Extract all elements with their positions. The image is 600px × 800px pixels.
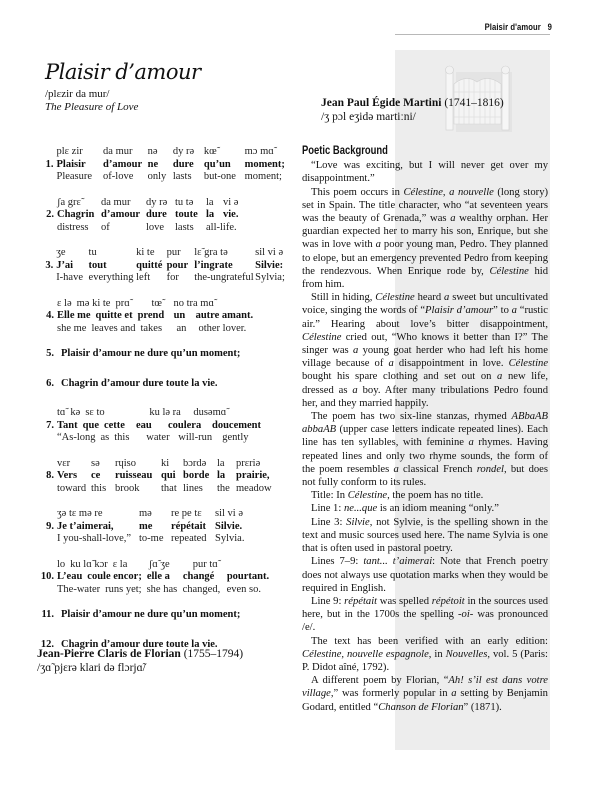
word-gloss: takes bbox=[140, 322, 163, 334]
word-fr: que bbox=[82, 419, 99, 431]
refrain-text: Chagrin d’amour dure toute la vie. bbox=[61, 377, 218, 389]
background-paragraph: The poem has two six-line stanzas, rhymed ABbaAB abbaAB (upper case letters indicate repeated lines). Each line has ten syllables, with feminine a rhymes. Having repeated lines and only two rhyme sounds, the form of the poem resembles a classical French rondel, but does not fully conform to its rules. bbox=[302, 411, 548, 489]
word-ipa: sil vi ə bbox=[255, 247, 284, 258]
word-gloss: gently bbox=[222, 432, 249, 443]
word-ipa: ɛ la bbox=[112, 558, 128, 570]
line-number bbox=[37, 508, 57, 521]
word-fr: Vers bbox=[57, 470, 78, 481]
word-ipa: bɔrdə bbox=[183, 457, 207, 469]
word-gloss: will-run bbox=[178, 432, 213, 443]
word-gloss: but-one bbox=[203, 171, 236, 182]
poem-line-fr bbox=[37, 571, 297, 584]
word-gloss: changed, bbox=[182, 583, 221, 595]
poem-line-fr bbox=[37, 521, 297, 534]
word-gloss: everything bbox=[88, 272, 134, 283]
background-paragraph: Lines 7–9: tant... t’aimerai: Note that French poetry does not always use quotation marks when they would be required in English. bbox=[302, 556, 548, 594]
running-head bbox=[482, 22, 552, 32]
word-fr: coule encor; bbox=[87, 571, 142, 582]
word-ipa: tu tə bbox=[175, 196, 194, 208]
word-gloss: lines bbox=[183, 482, 203, 494]
background-paragraph: Line 1: ne...que is an idiom meaning “only.” bbox=[311, 503, 499, 515]
word-ipa: nə bbox=[147, 146, 158, 157]
line-number bbox=[37, 146, 56, 159]
word-gloss: I-have bbox=[56, 272, 84, 283]
poem-line-fr bbox=[37, 420, 297, 433]
poem-line bbox=[37, 247, 297, 285]
word-gloss: for bbox=[166, 272, 179, 283]
word-gloss: this bbox=[91, 482, 107, 494]
poem-line-gloss bbox=[37, 533, 297, 546]
word-ipa: ki bbox=[161, 457, 170, 469]
line-number: 8. bbox=[46, 470, 54, 481]
poem-line bbox=[37, 508, 297, 546]
background-paragraph: Title: In Célestine, the poem has no title. bbox=[311, 490, 484, 502]
word-gloss: Pleasure bbox=[56, 171, 93, 182]
poem-line bbox=[37, 559, 297, 597]
background-paragraph: A different poem by Florian, “Ah! s’il est dans votre village,” was formerly popular in a setting by Benjamin Godard, entitled “Chanson de Florian” (1871). bbox=[302, 675, 548, 713]
line-number bbox=[37, 483, 57, 496]
word-fr: quitte et bbox=[95, 310, 133, 321]
word-fr: coulera bbox=[167, 419, 202, 431]
word-ipa: prɛriə bbox=[236, 457, 261, 469]
poet-name: Jean-Pierre Claris de Florian bbox=[37, 648, 181, 660]
word-fr: Plaisir bbox=[56, 158, 86, 170]
word-gloss: this bbox=[114, 432, 130, 443]
word-gloss: I you-shall-love,” bbox=[57, 533, 132, 544]
poem-line-ipa bbox=[37, 197, 297, 210]
line-number: 4. bbox=[46, 310, 54, 321]
word-fr: autre amant. bbox=[195, 310, 254, 321]
poetic-background bbox=[302, 145, 548, 714]
word-gloss: love bbox=[146, 221, 165, 233]
word-ipa: dy rə bbox=[172, 146, 195, 157]
poem-line-ipa bbox=[37, 298, 297, 311]
word-gloss: lasts bbox=[172, 171, 192, 182]
word-ipa: ku lɑ̃ kɔr bbox=[70, 558, 108, 570]
word-ipa: la bbox=[217, 457, 225, 469]
poem-line-ipa bbox=[37, 458, 297, 471]
word-gloss: toward bbox=[57, 482, 87, 494]
word-fr: qui bbox=[161, 470, 176, 481]
line-number: 10. bbox=[40, 571, 54, 582]
word-gloss: left bbox=[136, 272, 151, 283]
word-fr: d’amour bbox=[103, 158, 143, 170]
background-paragraph: This poem occurs in Célestine, a nouvelle (long story) set in Spain. The title character, who “at seventeen years was the beauty of Grenada,” was a wealthy orphan. Her guardian expected her to marry his son, Enrique, but she was in love with a poor young man, Pedro. They planned to elope, but an emergency prevented Pedro from keeping the rendezvous. When Enrique rode by, Célestine hid from him. bbox=[302, 186, 549, 291]
word-gloss: Sylvia; bbox=[255, 272, 285, 283]
word-gloss: as bbox=[100, 432, 110, 443]
background-paragraph: Line 3: Silvie, not Sylvie, is the spelling shown in the text and music sources used here. The name Sylvia is one that is often used in pastoral poetry. bbox=[302, 516, 548, 555]
word-fr: changé bbox=[182, 571, 215, 582]
song-title: Plaisir d’amour bbox=[45, 60, 201, 84]
background-paragraph: “Love was exciting, but I will never get over my disappointment.” bbox=[302, 160, 548, 185]
word-gloss: “As-long bbox=[57, 432, 96, 443]
word-ipa: no tra mɑ̃ bbox=[173, 297, 214, 309]
word-ipa: vi ə bbox=[223, 196, 239, 208]
word-fr: ce bbox=[91, 470, 101, 481]
word-fr: ruisseau bbox=[115, 470, 153, 481]
word-gloss: the-ungrateful bbox=[194, 272, 254, 283]
poem-line-fr bbox=[37, 209, 297, 222]
refrain-line bbox=[37, 609, 297, 622]
word-ipa: prɑ̃ bbox=[115, 297, 130, 309]
word-fr: Je t’aimerai, bbox=[57, 520, 114, 532]
word-gloss: all-life. bbox=[206, 221, 237, 233]
poem-line-gloss bbox=[37, 432, 297, 445]
word-ipa: re pe tɛ bbox=[171, 508, 202, 519]
word-gloss: meadow bbox=[236, 482, 272, 494]
word-ipa: ʒə tɛ mə re bbox=[57, 508, 103, 519]
poem-line-ipa bbox=[37, 146, 297, 159]
poem-line bbox=[37, 197, 297, 235]
line-number bbox=[37, 272, 56, 285]
line-number bbox=[37, 559, 57, 572]
word-ipa: da mur bbox=[101, 196, 131, 208]
line-number bbox=[37, 458, 57, 471]
word-gloss: to-me bbox=[139, 533, 164, 544]
word-fr: l’ingrate bbox=[194, 259, 233, 271]
word-ipa: pur bbox=[166, 247, 181, 258]
song-title-ipa: /plɛzir da mur/ bbox=[45, 88, 110, 100]
word-gloss: only bbox=[147, 171, 167, 182]
line-number bbox=[37, 171, 56, 184]
word-fr: Silvie: bbox=[255, 259, 284, 271]
word-ipa: mɔ mɑ̃ bbox=[244, 146, 274, 157]
word-fr: pourtant. bbox=[226, 571, 270, 582]
header-rule bbox=[395, 34, 550, 35]
word-gloss: of bbox=[101, 221, 110, 233]
composer-ipa: /ʒ pɔl eʒidə martiːni/ bbox=[321, 111, 416, 123]
line-number bbox=[37, 407, 57, 420]
poem-line-gloss bbox=[37, 323, 297, 336]
word-fr: borde bbox=[183, 470, 210, 481]
word-ipa: rɥiso bbox=[115, 457, 136, 469]
word-ipa: ʃɑ̃ ʒe bbox=[148, 558, 170, 570]
refrain-text: Plaisir d’amour ne dure qu’un moment; bbox=[61, 348, 241, 359]
word-gloss: lasts bbox=[175, 221, 194, 233]
word-fr: quitté bbox=[136, 259, 163, 271]
line-number bbox=[37, 584, 57, 597]
word-ipa: pur tɑ̃ bbox=[192, 558, 218, 570]
word-fr: cette bbox=[103, 419, 125, 431]
word-ipa: plɛ zir bbox=[56, 146, 83, 157]
word-fr: doucement bbox=[211, 419, 261, 431]
word-gloss: other lover. bbox=[198, 322, 247, 334]
word-fr: un bbox=[173, 310, 186, 321]
word-gloss: repeated bbox=[171, 533, 207, 544]
poem-line bbox=[37, 458, 297, 496]
word-ipa: sə bbox=[91, 457, 100, 469]
word-fr: pour bbox=[166, 259, 189, 271]
word-fr: répétait bbox=[171, 520, 206, 532]
word-gloss: brook bbox=[115, 482, 140, 494]
composer-credit bbox=[321, 97, 504, 109]
background-paragraph: Still in hiding, Célestine heard a sweet but uncultivated voice, singing the words of “Plaisir d’amour” to a “rustic air.” Hearing about love’s bitter disappointment, Célestine cried out, “Who knows it better than I?” The singer was a young goat herder who had left his home village because of a disappointment in love. Célestine bought his spare clothing and set out on a new life, dressed as a boy. After many tribulations Pedro found her, and they married happily. bbox=[302, 292, 549, 409]
line-number: 6. bbox=[46, 377, 54, 389]
word-fr: J’ai bbox=[56, 259, 74, 271]
word-ipa: ʃa grɛ̃ bbox=[57, 196, 81, 208]
word-fr: eau bbox=[135, 419, 152, 431]
word-ipa: vɛr bbox=[57, 457, 71, 469]
poem-line-gloss bbox=[37, 483, 297, 496]
word-fr: dure bbox=[172, 158, 194, 170]
background-paragraph: Line 9: répétait was spelled répétoit in the sources used here, but in the 1700s the spelling -oi- was pronounced /e/. bbox=[302, 595, 549, 634]
word-ipa: tu bbox=[88, 247, 97, 258]
word-ipa: ɛ lə bbox=[57, 297, 72, 309]
running-head-title: Plaisir d'amour bbox=[484, 22, 541, 32]
word-ipa: dy rə bbox=[146, 196, 168, 208]
line-number bbox=[37, 197, 57, 210]
word-fr: prend bbox=[137, 310, 165, 321]
word-fr: vie. bbox=[223, 209, 239, 220]
word-ipa: kə bbox=[70, 407, 81, 418]
word-gloss: she has bbox=[146, 583, 178, 595]
poem-line-gloss bbox=[37, 584, 297, 597]
composer-dates: (1741–1816) bbox=[444, 97, 504, 109]
word-ipa: kœ̃ bbox=[203, 146, 217, 157]
word-gloss: an bbox=[176, 322, 187, 334]
line-number: 9. bbox=[46, 520, 54, 532]
word-fr: me bbox=[139, 520, 153, 532]
line-number bbox=[37, 323, 57, 336]
word-ipa: la bbox=[206, 196, 214, 208]
poem-line bbox=[37, 298, 297, 336]
word-ipa: dusəmɑ̃ bbox=[193, 407, 227, 418]
word-gloss: runs yet; bbox=[105, 583, 142, 595]
word-ipa: mə bbox=[139, 508, 152, 519]
section-heading: Poetic Background bbox=[302, 145, 388, 157]
poem-line bbox=[37, 407, 297, 445]
line-number bbox=[37, 247, 56, 260]
word-ipa: ki te bbox=[136, 247, 155, 258]
word-ipa: lo bbox=[57, 558, 66, 570]
word-fr: toute bbox=[175, 209, 198, 220]
word-gloss: of-love bbox=[103, 171, 134, 182]
poem-line-gloss bbox=[37, 222, 297, 235]
poem-line-fr bbox=[37, 260, 297, 273]
word-gloss: distress bbox=[57, 221, 89, 233]
word-ipa: ʒe bbox=[56, 247, 66, 258]
line-number: 7. bbox=[46, 419, 54, 431]
poem-text bbox=[37, 146, 297, 668]
word-fr: d’amour bbox=[101, 209, 141, 220]
poem-line-ipa bbox=[37, 407, 297, 420]
word-fr: dure bbox=[146, 209, 167, 220]
word-gloss: she me bbox=[57, 322, 87, 334]
background-paragraph: The text has been verified with an early edition: Célestine, nouvelle espagnole, in Nouvelles, vol. 5 (Paris: P. Didot aîné, 1792). bbox=[302, 635, 548, 673]
word-gloss: water bbox=[146, 432, 170, 443]
line-number: 3. bbox=[45, 259, 54, 271]
line-number: 1. bbox=[45, 158, 54, 170]
line-number bbox=[37, 222, 57, 235]
word-fr: ne bbox=[147, 158, 159, 170]
line-number bbox=[37, 298, 57, 311]
composer-name: Jean Paul Égide Martini bbox=[321, 97, 442, 109]
poem-line-fr bbox=[37, 159, 297, 172]
page-number: 9 bbox=[547, 22, 552, 32]
word-fr: tout bbox=[88, 259, 107, 271]
word-fr: Tant bbox=[57, 419, 78, 431]
line-number: 5. bbox=[46, 348, 54, 359]
refrain-text: Plaisir d’amour ne dure qu’un moment; bbox=[61, 609, 241, 620]
word-gloss: the bbox=[217, 482, 230, 494]
poem-line-gloss bbox=[37, 171, 297, 184]
word-fr: L’eau bbox=[57, 571, 83, 582]
word-fr: Silvie. bbox=[215, 520, 243, 532]
word-fr: qu’un bbox=[203, 158, 231, 170]
word-gloss bbox=[223, 222, 252, 235]
word-ipa: tɑ̃ bbox=[57, 407, 66, 418]
word-ipa: da mur bbox=[103, 146, 133, 157]
word-ipa: sil vi ə bbox=[215, 508, 243, 519]
word-fr: la bbox=[206, 209, 215, 220]
poet-ipa: /ʒɑ̃ pjɛrə klari də flɔrjɑ̃/ bbox=[37, 662, 146, 674]
poem-line-fr bbox=[37, 310, 297, 323]
line-number bbox=[37, 432, 57, 445]
word-gloss: moment; bbox=[244, 171, 282, 182]
poem-line-fr bbox=[37, 470, 297, 483]
poem-line bbox=[37, 146, 297, 184]
line-number: 2. bbox=[46, 209, 54, 220]
line-number: 11. bbox=[41, 609, 54, 620]
word-ipa: tœ̃ bbox=[151, 297, 162, 309]
poet-credit bbox=[37, 648, 243, 660]
word-ipa: ku lə ra bbox=[149, 407, 181, 418]
word-fr: prairie, bbox=[236, 470, 270, 481]
poem-line-gloss bbox=[37, 272, 297, 285]
song-title-translation: The Pleasure of Love bbox=[45, 101, 139, 113]
word-fr: moment; bbox=[244, 158, 285, 170]
word-fr: Elle me bbox=[57, 310, 91, 321]
poem-line-ipa bbox=[37, 508, 297, 521]
word-ipa bbox=[117, 407, 149, 420]
word-fr: elle a bbox=[146, 571, 170, 582]
refrain-line bbox=[37, 378, 297, 391]
word-ipa: lɛ̃ gra tə bbox=[194, 247, 228, 258]
poem-line-ipa bbox=[37, 247, 297, 260]
word-gloss: The-water bbox=[57, 583, 101, 595]
word-ipa: mə ki te bbox=[76, 297, 111, 309]
refrain-text: Chagrin d’amour dure toute la vie. bbox=[61, 638, 218, 650]
word-fr: la bbox=[217, 470, 226, 481]
refrain-line bbox=[37, 348, 297, 361]
line-number: 12. bbox=[40, 638, 54, 650]
word-gloss: that bbox=[161, 482, 177, 494]
poem-line-ipa bbox=[37, 559, 297, 572]
word-gloss: leaves and bbox=[91, 322, 136, 334]
word-gloss: even so. bbox=[226, 583, 262, 595]
word-fr: Chagrin bbox=[57, 209, 95, 220]
poet-dates: (1755–1794) bbox=[183, 648, 244, 660]
word-ipa: sɛ to bbox=[85, 407, 105, 418]
line-number bbox=[37, 533, 57, 546]
word-gloss: Sylvia. bbox=[215, 533, 245, 544]
